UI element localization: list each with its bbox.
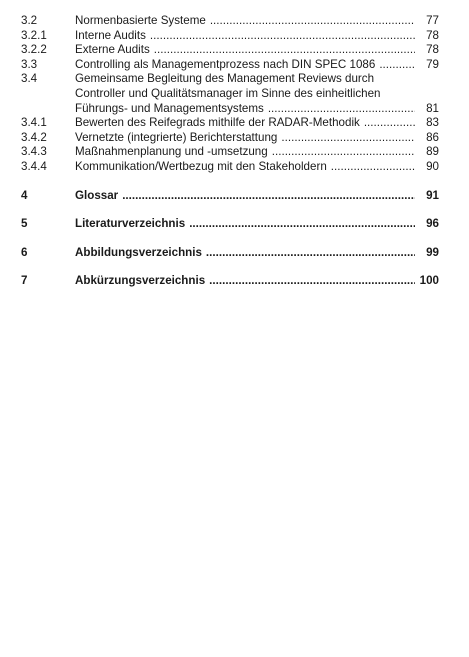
toc-leader-dots [281, 131, 415, 146]
toc-entry-title: Vernetzte (integrierte) Berichterstattung [75, 130, 278, 144]
toc-entry-title-line-3: Führungs- und Managementsystems [75, 101, 264, 115]
toc-entry[interactable] [21, 116, 439, 131]
toc-leader-dots [268, 102, 415, 117]
toc-chapter[interactable] [21, 217, 439, 232]
toc-entry-title: Maßnahmenplanung und -umsetzung [75, 145, 268, 159]
toc-chapter-number: 4 [21, 188, 28, 202]
toc-chapter-page: 100 [419, 274, 439, 288]
toc-entry[interactable] [21, 160, 439, 175]
toc-entry-number: 3.2.2 [21, 43, 47, 57]
toc-entry-multiline[interactable] [21, 72, 439, 116]
toc-chapter-title: Abkürzungsverzeichnis [75, 274, 206, 288]
toc-chapter-page: 91 [426, 188, 439, 202]
toc-chapter-title: Glossar [75, 188, 119, 202]
toc-leader-dots [206, 246, 415, 261]
toc-entry-page: 90 [426, 159, 439, 173]
toc-entry-number: 3.4.1 [21, 116, 47, 130]
toc-chapter-title: Abbildungsverzeichnis [75, 245, 202, 259]
toc-entry-title: Externe Audits [75, 43, 150, 57]
toc-chapter[interactable] [21, 274, 439, 289]
toc-entry-number: 3.3 [21, 57, 38, 71]
toc-leader-dots [379, 58, 415, 73]
toc-entry-page: 86 [426, 130, 439, 144]
toc-entry-title: Kommunikation/Wertbezug mit den Stakeholdern [75, 159, 327, 173]
toc-entry-number: 3.4.4 [21, 159, 47, 173]
toc-entry-page: 78 [426, 43, 439, 57]
toc-entry-title: Bewerten des Reifegrads mithilfe der RADAR-Methodik [75, 116, 360, 130]
toc-chapter[interactable] [21, 246, 439, 261]
toc-leader-dots [272, 145, 415, 160]
toc-chapter-number: 5 [21, 217, 28, 231]
toc-chapter-title: Literaturverzeichnis [75, 217, 186, 231]
toc-entry-number: 3.2.1 [21, 28, 47, 42]
toc-entry[interactable] [21, 131, 439, 146]
toc-chapter[interactable] [21, 189, 439, 204]
table-of-contents [21, 14, 439, 289]
toc-leader-dots [122, 189, 415, 204]
toc-chapter-page: 96 [426, 217, 439, 231]
toc-entry-number: 3.4.2 [21, 130, 47, 144]
toc-leader-dots [154, 43, 415, 58]
toc-chapter-page: 99 [426, 245, 439, 259]
toc-entry-number: 3.4.3 [21, 145, 47, 159]
toc-entry-number: 3.4 [21, 72, 38, 86]
toc-entry[interactable] [21, 58, 439, 73]
toc-leader-dots [210, 14, 415, 29]
toc-entry-title-line-1: Gemeinsame Begleitung des Management Reviews durch [75, 72, 375, 86]
toc-entry-page: 77 [426, 14, 439, 27]
toc-entry-page: 79 [426, 57, 439, 71]
toc-entry-title: Normenbasierte Systeme [75, 14, 206, 27]
toc-entry-page: 83 [426, 116, 439, 130]
toc-entry-title: Interne Audits [75, 28, 146, 42]
toc-entry-title: Controlling als Managementprozess nach DIN SPEC 1086 [75, 57, 376, 71]
toc-leader-dots [209, 274, 415, 289]
toc-entry-title-line-2: Controller und Qualitätsmanager im Sinne des einheitlichen [75, 86, 381, 100]
toc-leader-dots [331, 160, 415, 175]
toc-entry-number: 3.2 [21, 14, 38, 27]
toc-entry[interactable] [21, 43, 439, 58]
toc-entry[interactable] [21, 29, 439, 44]
toc-entry-page: 89 [426, 145, 439, 159]
toc-leader-dots [189, 217, 415, 232]
toc-entry[interactable] [21, 145, 439, 160]
toc-entry-page: 78 [426, 28, 439, 42]
toc-leader-dots [364, 116, 415, 131]
toc-chapter-number: 7 [21, 274, 28, 288]
toc-entry[interactable] [21, 14, 439, 29]
toc-chapter-number: 6 [21, 245, 28, 259]
toc-leader-dots [150, 29, 415, 44]
toc-entry-page: 81 [426, 101, 439, 115]
